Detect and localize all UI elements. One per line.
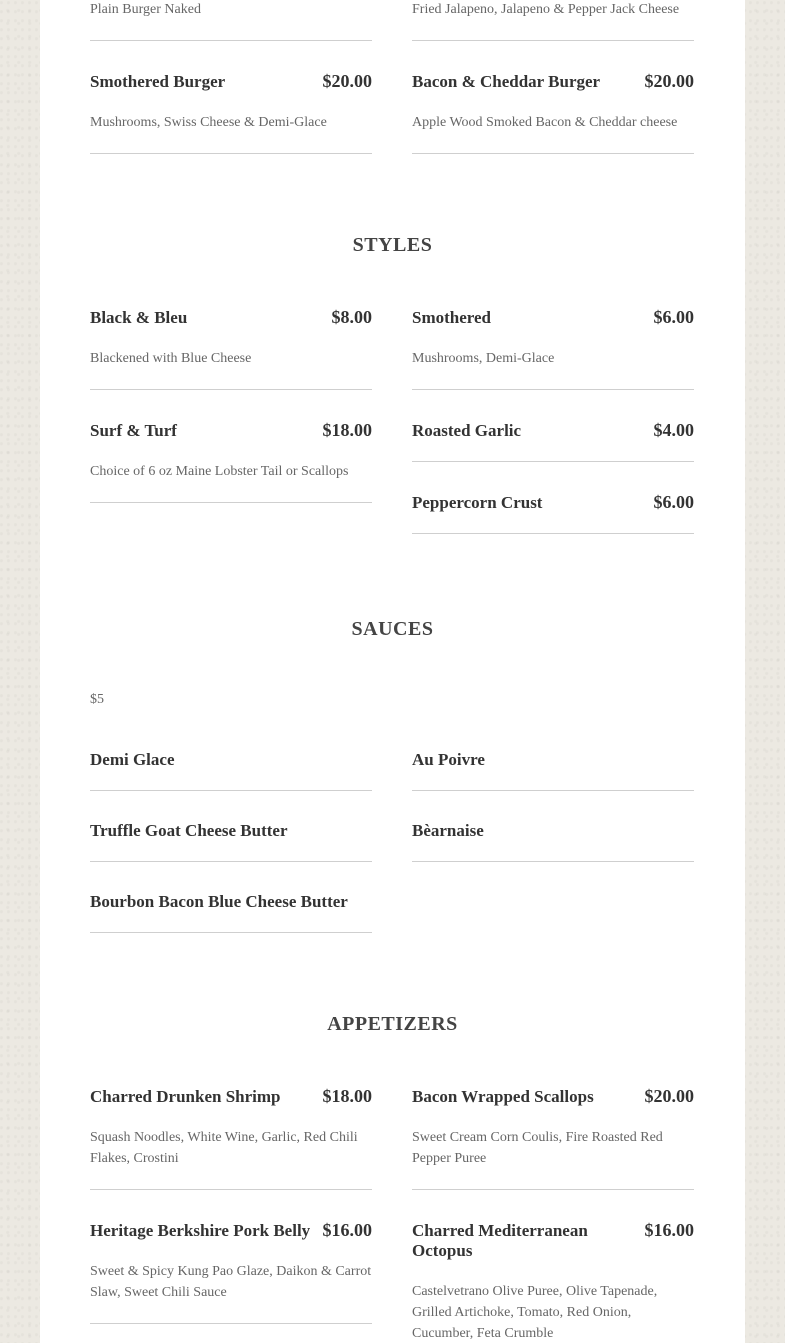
menu-item-name: Smothered [412,308,492,327]
menu-item-price: $16.00 [644,1220,694,1240]
menu-item-price: $20.00 [322,71,372,91]
section-title-appetizers: APPETIZERS [327,1013,458,1035]
menu-item-desc: Plain Burger Naked [90,2,201,17]
section-title-styles: STYLES [352,234,433,256]
menu-item-name: Heritage Berkshire Pork Belly [90,1221,311,1240]
menu-item-price: $8.00 [331,307,372,327]
item-divider [90,502,372,503]
item-divider [412,40,694,41]
item-divider [412,790,694,791]
menu-item-name: Bourbon Bacon Blue Cheese Butter [90,892,348,911]
menu-item-name: Demi Glace [90,750,175,769]
menu-item-price: $20.00 [644,71,694,91]
menu-item-name: Smothered Burger [90,72,226,91]
menu-item-price: $6.00 [653,492,694,512]
menu-item-name: Roasted Garlic [412,421,522,440]
item-divider [412,153,694,154]
item-divider [90,932,372,933]
item-divider [90,153,372,154]
item-divider [90,389,372,390]
menu-item-name: Charred Drunken Shrimp [90,1087,281,1106]
item-divider [412,389,694,390]
menu-item-price: $18.00 [322,1086,372,1106]
menu-item-price: $18.00 [322,420,372,440]
menu-item-price: $16.00 [322,1220,372,1240]
section-title-sauces: SAUCES [351,618,434,640]
menu-item-desc: Apple Wood Smoked Bacon & Cheddar cheese [412,115,678,130]
menu-item-name: Truffle Goat Cheese Butter [90,821,288,840]
menu-item-desc: Castelvetrano Olive Puree, Olive Tapenade, Grilled Artichoke, Tomato, Red Onion, Cucumber, Feta Crumble [412,1284,658,1341]
menu-item-name: Bèarnaise [412,821,484,840]
menu-item-desc: Blackened with Blue Cheese [90,351,252,366]
menu-item-desc: Mushrooms, Demi-Glace [412,351,555,366]
menu-item-price: $20.00 [644,1086,694,1106]
menu-item-name: Black & Bleu [90,308,188,327]
menu-item-desc: Choice of 6 oz Maine Lobster Tail or Scallops [90,464,349,479]
menu-panel [40,0,745,1343]
item-divider [90,40,372,41]
menu-item-name: Bacon Wrapped Scallops [412,1087,594,1106]
menu-item-name: Surf & Turf [90,421,177,440]
menu-item-desc: Squash Noodles, White Wine, Garlic, Red Chili Flakes, Crostini [90,1130,358,1166]
menu-item-desc: Sweet Cream Corn Coulis, Fire Roasted Red Pepper Puree [412,1130,663,1166]
item-divider [90,861,372,862]
menu-item-desc: Fried Jalapeno, Jalapeno & Pepper Jack Cheese [412,2,680,17]
menu-item-name: Au Poivre [412,750,485,769]
menu-item-name: Charred Mediterranean Octopus [412,1221,588,1260]
menu-item-name: Bacon & Cheddar Burger [412,72,601,91]
menu-item-desc: Sweet & Spicy Kung Pao Glaze, Daikon & Carrot Slaw, Sweet Chili Sauce [90,1264,372,1300]
item-divider [412,861,694,862]
item-divider [90,1323,372,1324]
item-divider [412,533,694,534]
item-divider [90,790,372,791]
sauces-price-note: $5 [90,692,104,707]
menu-item-name: Peppercorn Crust [412,493,543,512]
item-divider [412,461,694,462]
menu-item-desc: Mushrooms, Swiss Cheese & Demi-Glace [90,115,327,130]
item-divider [412,1189,694,1190]
menu-item-price: $4.00 [653,420,694,440]
item-divider [90,1189,372,1190]
menu-item-price: $6.00 [653,307,694,327]
